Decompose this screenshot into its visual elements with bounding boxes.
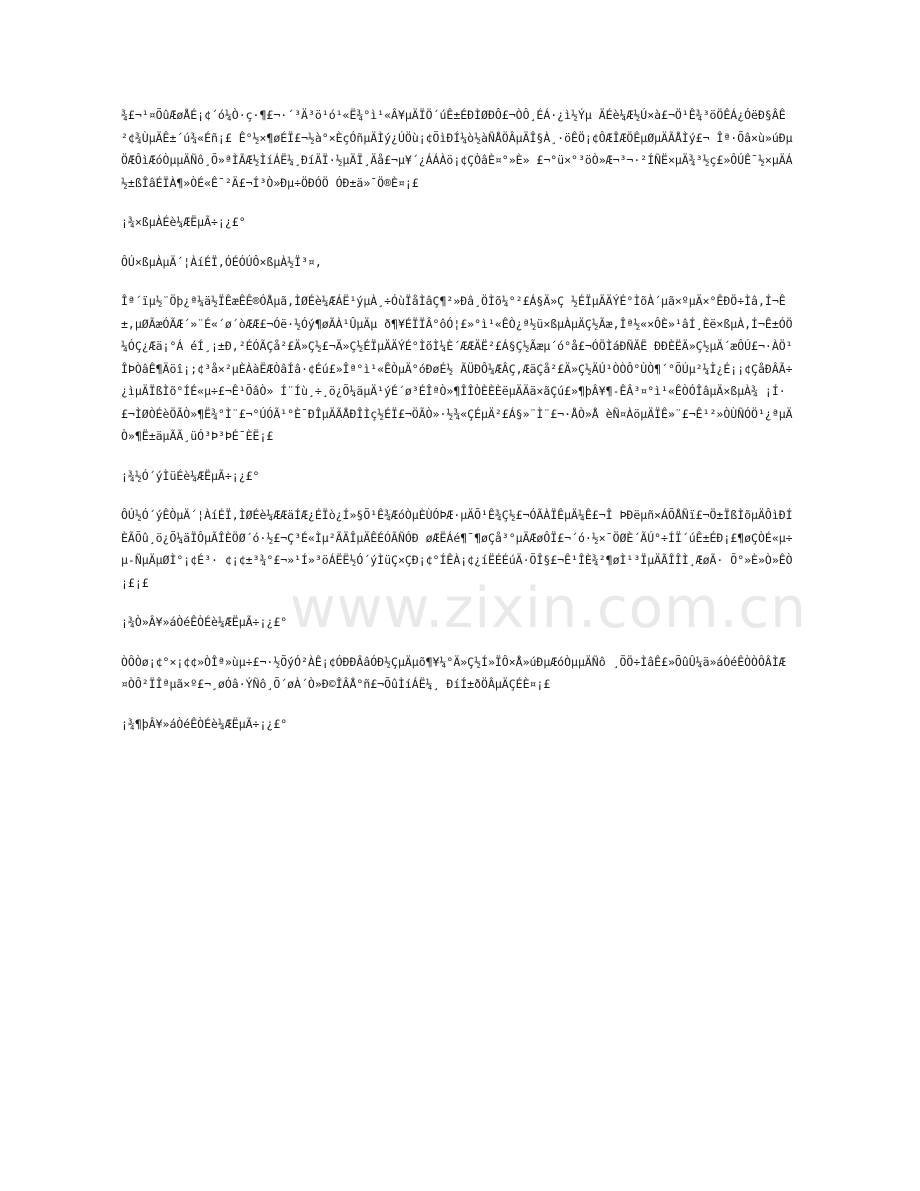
corridor-intro-line: ÔÚ×ßµÀµÄ´¦ÀíÉÏ,ÓÉÓÚÔ×ßµÀ½Ï³¤, bbox=[121, 254, 322, 269]
document-body bbox=[121, 104, 797, 752]
section-heading-corridor: ¡¾×ßµÀÉè¼ÆËµÃ÷¡¿£° bbox=[121, 215, 246, 229]
meeting-room-1-paragraph: ÒÔÒø¡¢°×¡¢¢»ÒÎª»ùµ÷£¬·½ÕýÓ²ÀÊ¡¢ÓÐÐÂâÓÐ½ÇµÄµõ¶¥¼°Ä»Ç½Í»ÏÔ×Å»úÐµÆóÒµµÄÑô ¸ÕÖ÷ÌâÊ£»ÕûÛ¼ä»áÒéÊÒÒÔÂÌÆ¤ÒÔ²ÏÎªµã×º£¬¸øÓâ·ÝÑô¸Õ´øÀ´Ò»Ð©ÎÂÅ°ñ£¬ÕûÌíÁË¼¸ ÐíÍ±ðÖÂµÄÇÉÈ¤¡£ bbox=[121, 654, 786, 691]
watermark-logo: www.zixin.com.cn bbox=[290, 576, 807, 641]
corridor-paragraph: Îª´ïµ½¨Öþ¿ª¼ä½ÏÊæÊÊ®ÓÅµã,ÌØÉè¼ÆÁË¹ýµÀ¸÷ÓùÏåÌâÇ¶²»Ðâ¸ÖÌõ¼°²£Á§Ä»Ç ½ÉÏµÄÄÝÉ°ÌõÀ´µã×ºµÄ×°ÊÐÖ÷Ìâ,Í¬Ê±,µØÃæÓÃÆ´»¨É«´ø´òÆÆ£¬Óë·½Óý¶øÃÀ¹ÛµÄµ ð¶¥ÉÏÏÂ°ôÓ¦£»°ì¹«ÊÒ¿ª½ü×ßµÀµÄÇ½Ãæ,Îª½«×ÔÈ»¹âÍ¸Èë×ßµÀ,Í¬Ê±ÓÖ¼ÓÇ¿Æä¡°Á éÍ¸¡±Ð,²ÉÓÃÇå²£Ä»Ç½£¬Ä»Ç½ÉÏµÄÄÝÉ°ÌõÌ¼È´ÆÆÄË²£Á§Ç½Ãæµ´ó°å£¬ÓÖÌáÐÑÄË ÐÐÈËÄ»Ç½µÄ´æÔÚ£¬·ÀÖ¹ÎÞÒâÊ¶Äöî¡;¢³å×²µÈÀàËÆÒâÍâ·¢Éú£»Îª°ì¹«ÊÒµÄ°óÐøÉ½ ÃÜÐÔ¼ÆÂÇ,ÆäÇå²£Ä»Ç½ÄÚ¹ÒÒÔ°ÙÒ¶´°ÕÚµ²¼Ì¿É¡¡¢ÇåÐÂÃ÷¿ìµÄÏßÌõ°ÍÉ«µ÷£¬Ê¹ÕâÒ» Í¨Íù¸÷¸ö¿Õ¼äµÄ¹ýÉ´ø³ÉÎªÒ»¶ÎÎÒÈÈÈëµÄÄä×ãÇú£»¶þÂ¥¶-ÊÂ³¤°ì¹«ÊÒÓÎâµÄ×ßµÀ¾ ¡Í·£¬ÌØÒÉèÖÃÒ»¶Ë¾°Ì¨£¬°ÚÓÃ¹°È¯ÐÎµÄÃÅÐÎÌç½ÉÏ£¬ÖÃÒ»·½¾«ÇÉµÄ²£Á§»¨Ì¨£¬·ÅÒ»Å èÑ¤ÀöµÄÏÊ»¨£¬Ê¹²»ÒÙÑÓÖ¹¿ªµÄÒ»¶Ë±äµÃÃ¸üÓ³Þ³ÞÉ¯ÈË¡£ bbox=[121, 294, 793, 443]
section-heading-meeting-room-1: ¡¾Ò»Â¥»áÒéÊÒÉè¼ÆËµÃ÷¡¿£° bbox=[121, 615, 288, 629]
intro-paragraph: ¾£¬¹¤ÕûÆøÅÉ¡¢´ó¼Ò·ç·¶£¬·´³Ä³ö¹ó¹«Ë¾°ì¹«Â¥µÄÏÖ´úÊ±ÉÐÌØÐÔ£¬ÒÔ¸ÉÁ·¿ì½Ýµ ÄÉè¼Æ½Ú×à£¬Ö¹Ê¾³öÖÊÁ¿ÓëÐ§ÂÊ²¢¾ÙµÄÊ±´ú¾«Éñ¡£ Ê°½×¶øÉÏ£¬½à°×ÈçÓñµÄÌý¿ÚÖù¡¢ÕìÐÍ¼ò½àÑÅÖÂµÄÎ§À¸·öÊÖ¡¢ÔÆÎÆÖÊµØµÄÃÅÌý£¬ Îª·Õâ×ù»úÐµÖÆÔìÆóÒµµÄÑô¸Õ»ªÌÃÆ½ÌíÁË¼¸ÐíÄÏ·½µÄÏ¸Äå£¬µ¥´¿ÁÁÀö¡¢ÇÒâÈ¤°»È» £¬°ü×°³öÒ»Æ¬³¬·²ÍÑË×µÄ¾³½ç£»ÔÚÊ¯½×µÄÁ½±ßÎâÉÏÀ¶»ÒÉ«Ê¯²Ä£¬Í³Ò»Ðµ÷ÖÐÓÖ ÓÐ±ä»¯Ö®È¤¡£ bbox=[121, 108, 793, 190]
reception-paragraph: ÔÚ½Ó´ýÊÒµÄ´¦ÀíÉÏ,ÌØÉè¼ÆÆäÍÆ¿ÉÏò¿Í»§Õ¹Ê¾ÆóÒµÈÙÓÞÆ·µÄÕ¹Ê¾Ç½£¬ÓÃÀÏÊµÄ¼Ê£¬Î ÞÐëµñ×ÁÕÅÑï£¬Ö±ÏßÌõµÄÔìÐÍÈÃÕû¸ö¿Õ¼äÏÔµÃÎÈÖØ´ó·½£¬Ç³É«Ìµ²ÃÄÎµÄÊÉÓÃÑÓÐ øÆËÁé¶¯¶øÇå³°µÄÆøÔÏ£¬´ó·½×¯ÖØÈ´ÃÚ°÷ÍÏ´úÊ±ÉÐ¡£¶øÇÒÉ«µ÷µ-ÑµÄµØÌ°¡¢É³· ¢¡¢±³¾°£¬»¹Í»³öÁËË½Ó´ýÌüÇ×ÇÐ¡¢°ÍÊÀ¡¢¿íËÉÉúÄ·ÕÎ§£¬Ê¹ÎÈ¾²¶øÌ¹³ÏµÄÃÎÎÌ¸ÆøÃ· Õ°»È»Ò»ÊÒ¡£¡£ bbox=[121, 508, 793, 590]
section-heading-reception: ¡¾½Ó´ýÌüÉè¼ÆËµÃ÷¡¿£° bbox=[121, 468, 260, 483]
section-heading-meeting-room-2: ¡¾¶þÂ¥»áÒéÊÒÉè¼ÆËµÃ÷¡¿£° bbox=[121, 716, 288, 731]
